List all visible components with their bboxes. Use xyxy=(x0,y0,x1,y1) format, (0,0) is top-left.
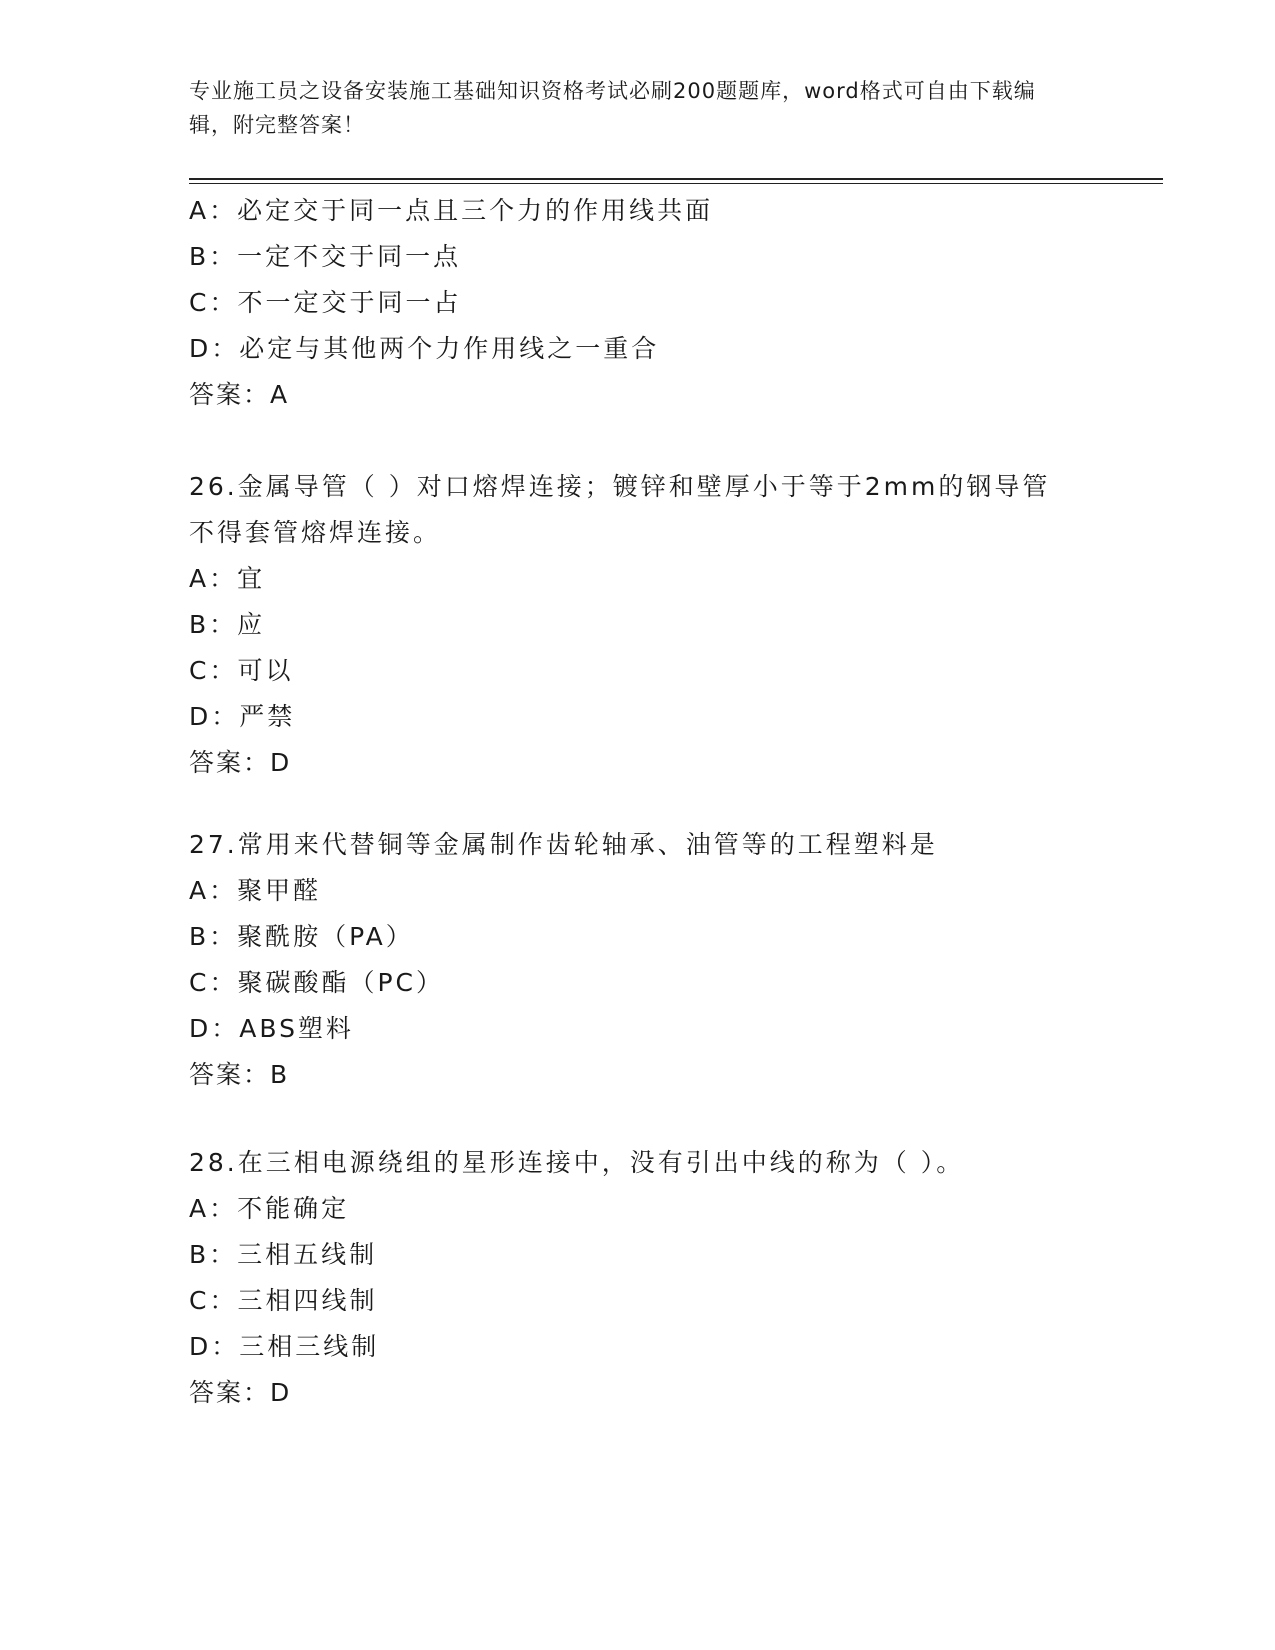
option-a: A：必定交于同一点且三个力的作用线共面 xyxy=(189,196,714,225)
document-header: 专业施工员之设备安装施工基础知识资格考试必刷200题题库，word格式可自由下载编辑，附完整答案！ xyxy=(189,79,1036,137)
option-c: C：可以 xyxy=(189,656,294,685)
answer-line: 答案：B xyxy=(189,1060,290,1089)
option-d: D：三相三线制 xyxy=(189,1332,380,1361)
question-28-block xyxy=(189,1140,1089,1416)
question-25-block xyxy=(189,188,1089,418)
option-b: B：应 xyxy=(189,610,266,639)
answer-line: 答案：D xyxy=(189,748,292,777)
option-c: C：三相四线制 xyxy=(189,1286,378,1315)
header-divider-thin xyxy=(189,183,1163,184)
question-text: 28.在三相电源绕组的星形连接中，没有引出中线的称为（ ）。 xyxy=(189,1148,965,1177)
header-divider-thick xyxy=(189,178,1163,180)
option-c: C：不一定交于同一占 xyxy=(189,288,462,317)
option-a: A：宜 xyxy=(189,564,266,593)
question-26-block xyxy=(189,464,1089,786)
option-d: D：严禁 xyxy=(189,702,296,731)
answer-line: 答案：D xyxy=(189,1378,292,1407)
option-c: C：聚碳酸酯（PC） xyxy=(189,968,444,997)
option-a: A：不能确定 xyxy=(189,1194,350,1223)
question-text: 26.金属导管（ ）对口熔焊连接；镀锌和壁厚小于等于2mm的钢导管不得套管熔焊连接。 xyxy=(189,472,1051,547)
option-d: D：ABS塑料 xyxy=(189,1014,354,1043)
question-text: 27.常用来代替铜等金属制作齿轮轴承、油管等的工程塑料是 xyxy=(189,830,938,859)
option-a: A：聚甲醛 xyxy=(189,876,322,905)
answer-line: 答案：A xyxy=(189,380,290,409)
option-b: B：三相五线制 xyxy=(189,1240,378,1269)
option-b: B：一定不交于同一点 xyxy=(189,242,462,271)
option-b: B：聚酰胺（PA） xyxy=(189,922,414,951)
question-27-block xyxy=(189,822,1089,1098)
option-d: D：必定与其他两个力作用线之一重合 xyxy=(189,334,660,363)
